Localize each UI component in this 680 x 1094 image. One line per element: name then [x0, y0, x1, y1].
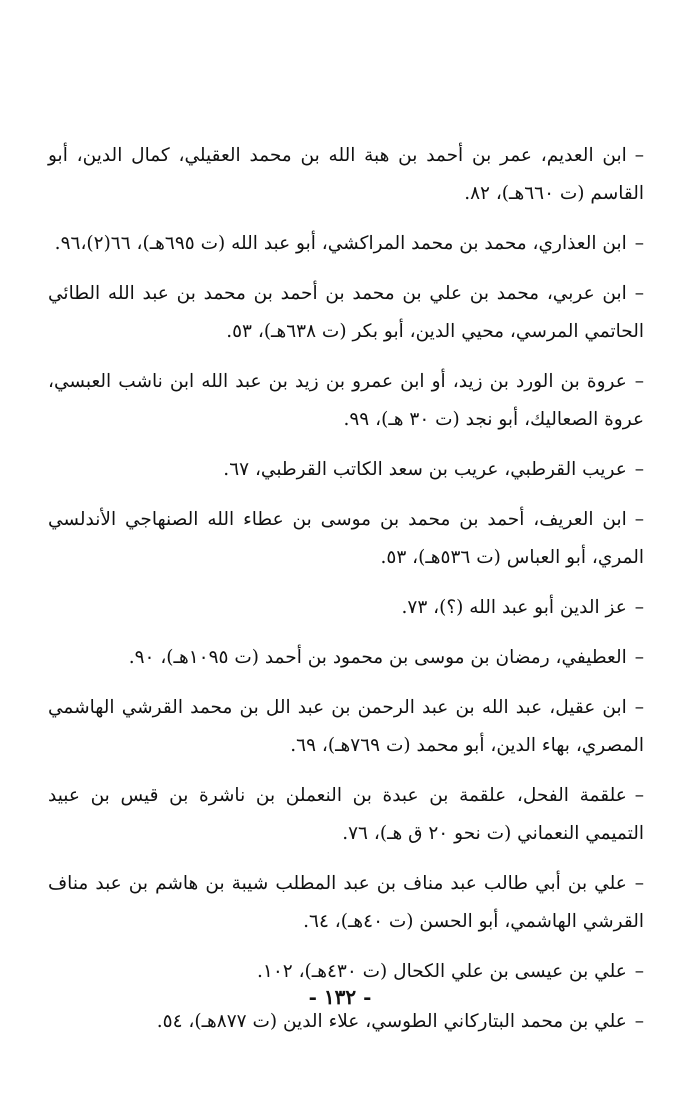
- entry-dash: –: [634, 597, 644, 618]
- entry-dash: –: [634, 1011, 644, 1032]
- index-entry: [48, 865, 644, 941]
- entry-dash: –: [634, 961, 644, 982]
- entry-text: ابن عربي، محمد بن علي بن محمد بن أحمد بن محمد بن عبد الله الطائي الحاتمي المرسي، محيي الدين، أبو بكر (ت ٦٣٨هـ)، ٥٣.: [48, 283, 644, 342]
- index-entry: [48, 137, 644, 213]
- entry-dash: –: [634, 647, 644, 668]
- entry-text: ابن العريف، أحمد بن محمد بن موسى بن عطاء الله الصنهاجي الأندلسي المري، أبو العباس (ت ٥٣٦هـ)، ٥٣.: [48, 509, 644, 568]
- entry-dash: –: [634, 145, 644, 166]
- entry-dash: –: [634, 371, 644, 392]
- entry-text: عروة بن الورد بن زيد، أو ابن عمرو بن زيد بن عبد الله ابن ناشب العبسي، عروة الصعاليك، أبو نجد (ت ٣٠ هـ)، ٩٩.: [48, 371, 644, 430]
- index-entry: [48, 777, 644, 853]
- index-entry: [48, 589, 644, 627]
- index-entries: [48, 137, 644, 1053]
- entry-dash: –: [634, 785, 644, 806]
- entry-text: عريب القرطبي، عريب بن سعد الكاتب القرطبي، ٦٧.: [223, 459, 627, 480]
- entry-dash: –: [634, 283, 644, 304]
- entry-dash: –: [634, 459, 644, 480]
- entry-text: علي بن محمد البتاركاني الطوسي، علاء الدين (ت ٨٧٧هـ)، ٥٤.: [156, 1011, 627, 1032]
- entry-text: عز الدين أبو عبد الله (؟)، ٧٣.: [401, 597, 627, 618]
- entry-dash: –: [634, 873, 644, 894]
- entry-text: ابن العذاري، محمد بن محمد المراكشي، أبو عبد الله (ت ٦٩٥هـ)، ٦٦(٢)،٩٦.: [54, 233, 627, 254]
- entry-text: علقمة الفحل، علقمة بن عبدة بن النعملن بن ناشرة بن قيس بن عبيد التميمي النعماني (ت نحو ٢٠ ق هـ)، ٧٦.: [48, 785, 644, 844]
- index-entry: [48, 225, 644, 263]
- entry-text: العطيفي، رمضان بن موسى بن محمود بن أحمد (ت ١٠٩٥هـ)، ٩٠.: [128, 647, 627, 668]
- entry-text: ابن عقيل، عبد الله بن عبد الرحمن بن عبد الل بن محمد القرشي الهاشمي المصري، بهاء الدين، أبو محمد (ت ٧٦٩هـ)، ٦٩.: [48, 697, 644, 756]
- entry-text: ابن العديم، عمر بن أحمد بن هبة الله بن محمد العقيلي، كمال الدين، أبو القاسم (ت ٦٦٠هـ)، ٨٢.: [48, 145, 644, 204]
- index-entry: [48, 689, 644, 765]
- page-number: - ١٣٢ -: [308, 985, 372, 1009]
- index-entry: [48, 639, 644, 677]
- entry-dash: –: [634, 509, 644, 530]
- entry-text: علي بن أبي طالب عبد مناف بن عبد المطلب شيبة بن هاشم بن عبد مناف القرشي الهاشمي، أبو الحسن (ت ٤٠هـ)، ٦٤.: [48, 873, 644, 932]
- entry-text: علي بن عيسى بن علي الكحال (ت ٤٣٠هـ)، ١٠٢.: [257, 961, 627, 982]
- entry-dash: –: [634, 233, 644, 254]
- entry-dash: –: [634, 697, 644, 718]
- index-entry: [48, 275, 644, 351]
- index-entry: [48, 451, 644, 489]
- index-entry: [48, 363, 644, 439]
- index-entry: [48, 501, 644, 577]
